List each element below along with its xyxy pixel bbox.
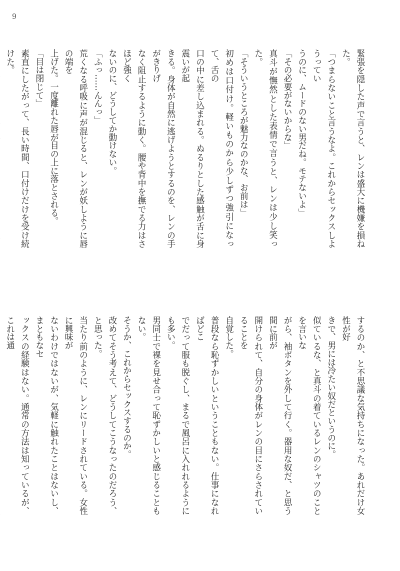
text-line: ないのに、どうしてか動けない。 [107, 49, 118, 175]
text-line: ックスの経験はない。通常の方法は知っているが、これは通 [5, 316, 31, 515]
text-line: 改めてそう考えて、どうしてこうなったのだろう、と思った。 [93, 316, 118, 515]
text-line: きで、男には冷たい奴だというのに。 [326, 316, 337, 459]
text-line: 素直にしたがって、長い時間、口付けだけを受け続けた。 [5, 49, 31, 248]
text-line: 「そういうところが魅力なのかな、お前は」 [239, 49, 250, 217]
text-line: でだって服も脱ぐし、まるで風呂に入れれるようにも多い。 [166, 316, 191, 515]
text-line: 普段なら恥ずかしいということもない。仕事になればどこ [195, 316, 221, 515]
bottom-text-column [5, 316, 368, 515]
text-line: 緊張を隠した声で言うと、レンは盛大に機嫌を損ねた。 [341, 49, 366, 248]
top-text-column [5, 49, 368, 248]
text-line: 当たり前のように、レンにリードされている。女性に興味が [64, 316, 89, 515]
text-line [0, 316, 3, 515]
text-line: なく阻止するように動く。腰や背中を撫でる力はさほど強く [122, 49, 148, 248]
text-line: 「ふっ……んんっ」 [93, 49, 104, 125]
text-line: 「つまらないこと言うなよ。これからセックスしようってい [312, 49, 337, 248]
text-line: うのに、ムードのない男だね。モテないよ」 [297, 49, 308, 217]
text-line: 口の中に差し込まれる。ぬるりとした感触が舌に身震いが起 [180, 49, 206, 248]
text-line: きる。身体が自然に逃げようとするのを、レンの手がきりげ [151, 49, 177, 248]
text-line: 開けられて、自分の身体がレンの目にさらされていることを [239, 316, 264, 515]
text-line: 初めは口付け。軽いものから少しずつ強引になって、舌の [210, 49, 235, 248]
text-line: 真斗が憮然とした表情で言うと、レンは少し笑った。 [253, 49, 279, 248]
text-line [0, 49, 3, 248]
text-line: するのか、と不思議な気持ちになった。あれだけ女性が好 [341, 316, 366, 515]
text-line: 男同士で裸を見せ合って恥ずかしいと感じることもない。 [137, 316, 162, 515]
text-line: 「目は閉じて」 [34, 49, 45, 108]
text-line: 上げた。一度離れた唇が目の上に落とされる。 [49, 49, 60, 226]
text-line: 似ているな、と真斗の着ているレンのシャツのことを言いな [297, 316, 323, 515]
text-line: 「その必要がないからな」 [283, 49, 294, 150]
page-number: 9 [12, 13, 17, 21]
text-line: そうか、これからセックスするのか。 [122, 316, 133, 459]
text-line: 荒くなる呼吸に声が混じると、レンが妖しように唇の端を [64, 49, 89, 248]
text-line: 自覚した。 [224, 316, 235, 358]
text-line: がら、袖ボタンを外して行く。器用な奴だ、と思う間に前が [268, 316, 294, 515]
text-line: ないわけではないが、気軽に触れたことはないし、まともなセ [34, 316, 60, 515]
